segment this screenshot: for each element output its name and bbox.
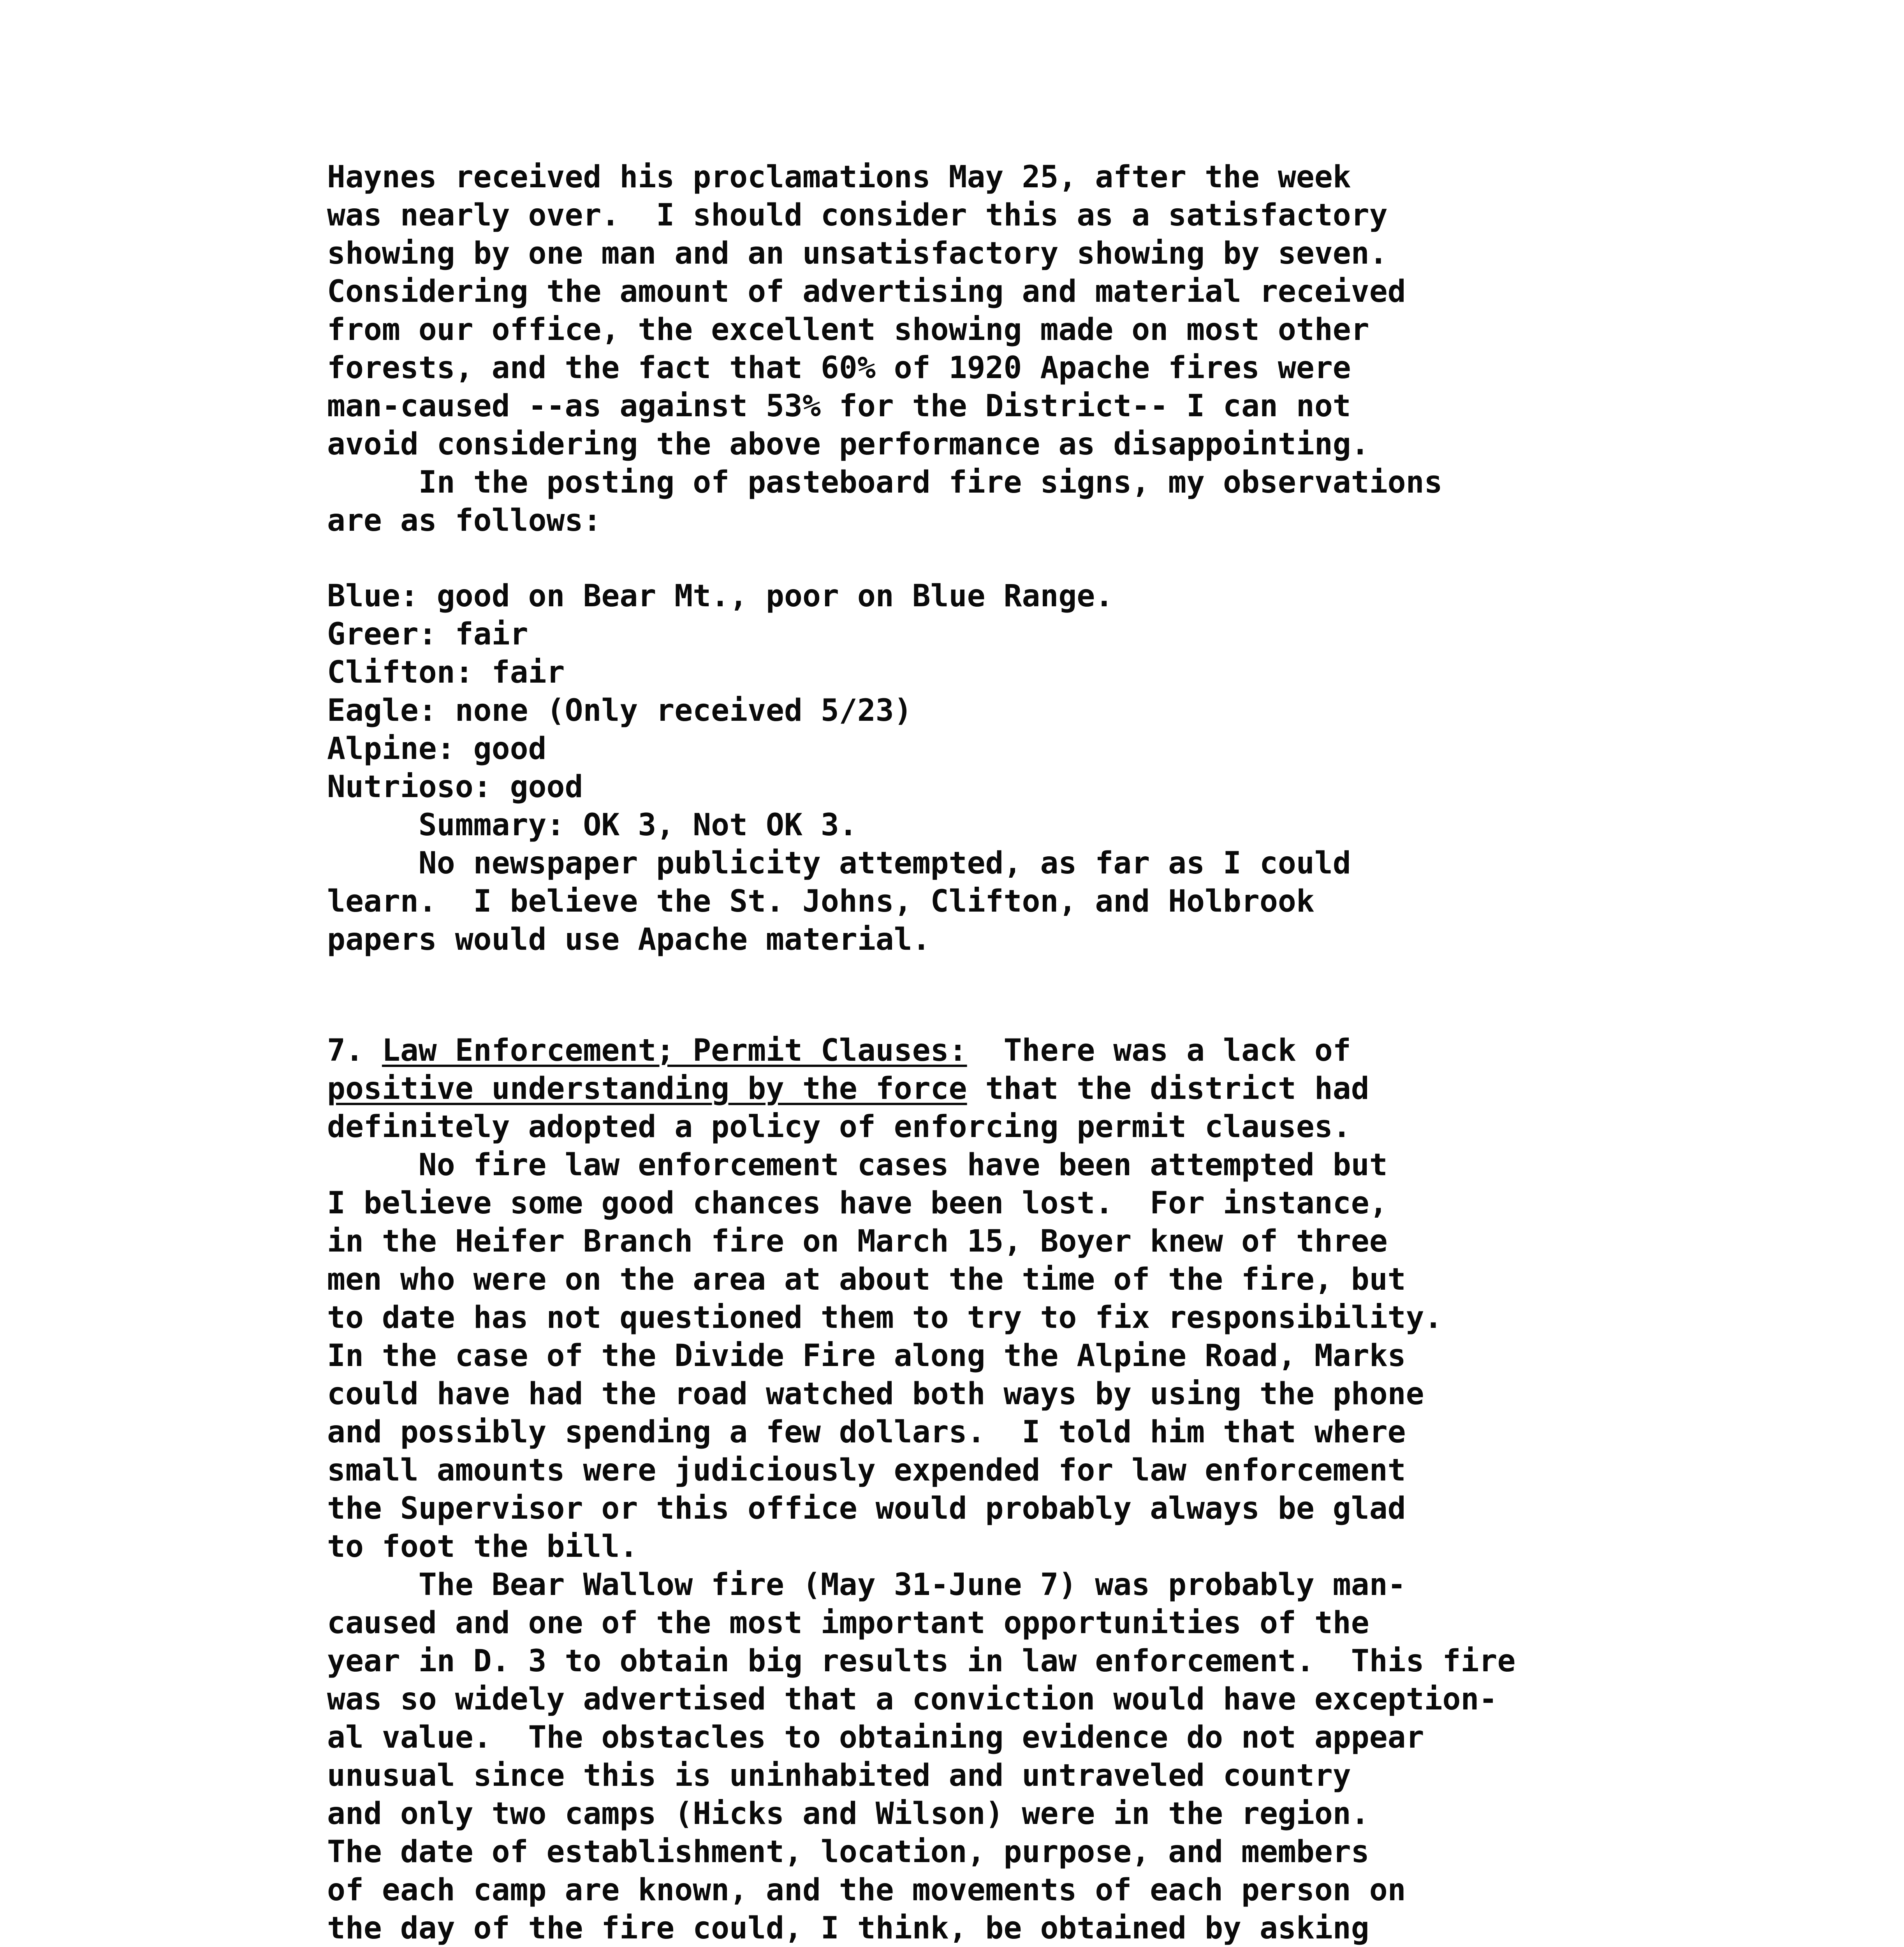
text-line: to foot the bill. [327,1529,638,1564]
text-line: was so widely advertised that a conviction would have exception- [327,1682,1498,1717]
text-line: Considering the amount of advertising and material received [327,274,1406,309]
text-line: man-caused --as against 53% for the District-- I can not [327,389,1351,424]
text-line: No fire law enforcement cases have been attempted but [327,1148,1388,1183]
list-item: Nutrioso: good [327,769,583,805]
list-item: Greer: fair [327,617,528,652]
section-number: 7. [327,1033,364,1068]
text-line: caused and one of the most important opportunities of the [327,1605,1369,1641]
list-item: Eagle: none (Only received 5/23) [327,693,912,728]
text-line: and only two camps (Hicks and Wilson) were in the region. [327,1796,1369,1831]
text-line: al value. The obstacles to obtaining evidence do not appear [327,1720,1424,1755]
list-item: Alpine: good [327,731,547,766]
text-line: could have had the road watched both ways by using the phone [327,1377,1424,1412]
text-line: small amounts were judiciously expended for law enforcement [327,1453,1406,1488]
text-line: Haynes received his proclamations May 25, after the week [327,160,1351,195]
underlined-text: positive understanding by the force [327,1071,967,1106]
list-item: Blue: good on Bear Mt., poor on Blue Range. [327,579,1114,614]
text-line: year in D. 3 to obtain big results in law enforcement. This fire [327,1644,1516,1679]
text-line: from our office, the excellent showing made on most other [327,312,1369,347]
text-line: forests, and the fact that 60% of 1920 Apache fires were [327,350,1351,386]
text-span: There was a lack of [967,1033,1351,1068]
text-line: to date has not questioned them to try to fix responsibility. [327,1300,1443,1335]
text-line: unusual since this is uninhabited and untraveled country [327,1758,1351,1793]
text-line: men who were on the area at about the time of the fire, but [327,1262,1406,1297]
text-line: papers would use Apache material. [327,922,931,957]
list-summary: Summary: OK 3, Not OK 3. [327,808,857,843]
section-heading: Law Enforcement; Permit Clauses: [382,1033,967,1068]
text-line [327,1069,1369,1108]
text-line: are as follows: [327,503,602,538]
text-line: In the posting of pasteboard fire signs, my observations [327,465,1443,500]
text-line: In the case of the Divide Fire along the Alpine Road, Marks [327,1338,1406,1373]
text-line: I believe some good chances have been lost. For instance, [327,1186,1388,1221]
text-line: and possibly spending a few dollars. I told him that where [327,1415,1406,1450]
text-line: The Bear Wallow fire (May 31-June 7) was probably man- [327,1567,1406,1602]
text-line: The date of establishment, location, purpose, and members [327,1834,1369,1870]
text-line: definitely adopted a policy of enforcing permit clauses. [327,1109,1351,1144]
text-span: that the district had [967,1071,1369,1106]
text-line: No newspaper publicity attempted, as far as I could [327,846,1351,881]
text-line: learn. I believe the St. Johns, Clifton, and Holbrook [327,884,1314,919]
text-line: the day of the fire could, I think, be obtained by asking [327,1911,1369,1946]
text-line: the Supervisor or this office would probably always be glad [327,1491,1406,1526]
text-line: avoid considering the above performance as disappointing. [327,427,1369,462]
text-line: showing by one man and an unsatisfactory showing by seven. [327,236,1388,271]
list-item: Clifton: fair [327,655,565,690]
text-line: of each camp are known, and the movements of each person on [327,1873,1406,1908]
section-heading-line [327,1031,1351,1070]
text-line: was nearly over. I should consider this as a satisfactory [327,198,1388,233]
text-line: in the Heifer Branch fire on March 15, Boyer knew of three [327,1224,1388,1259]
